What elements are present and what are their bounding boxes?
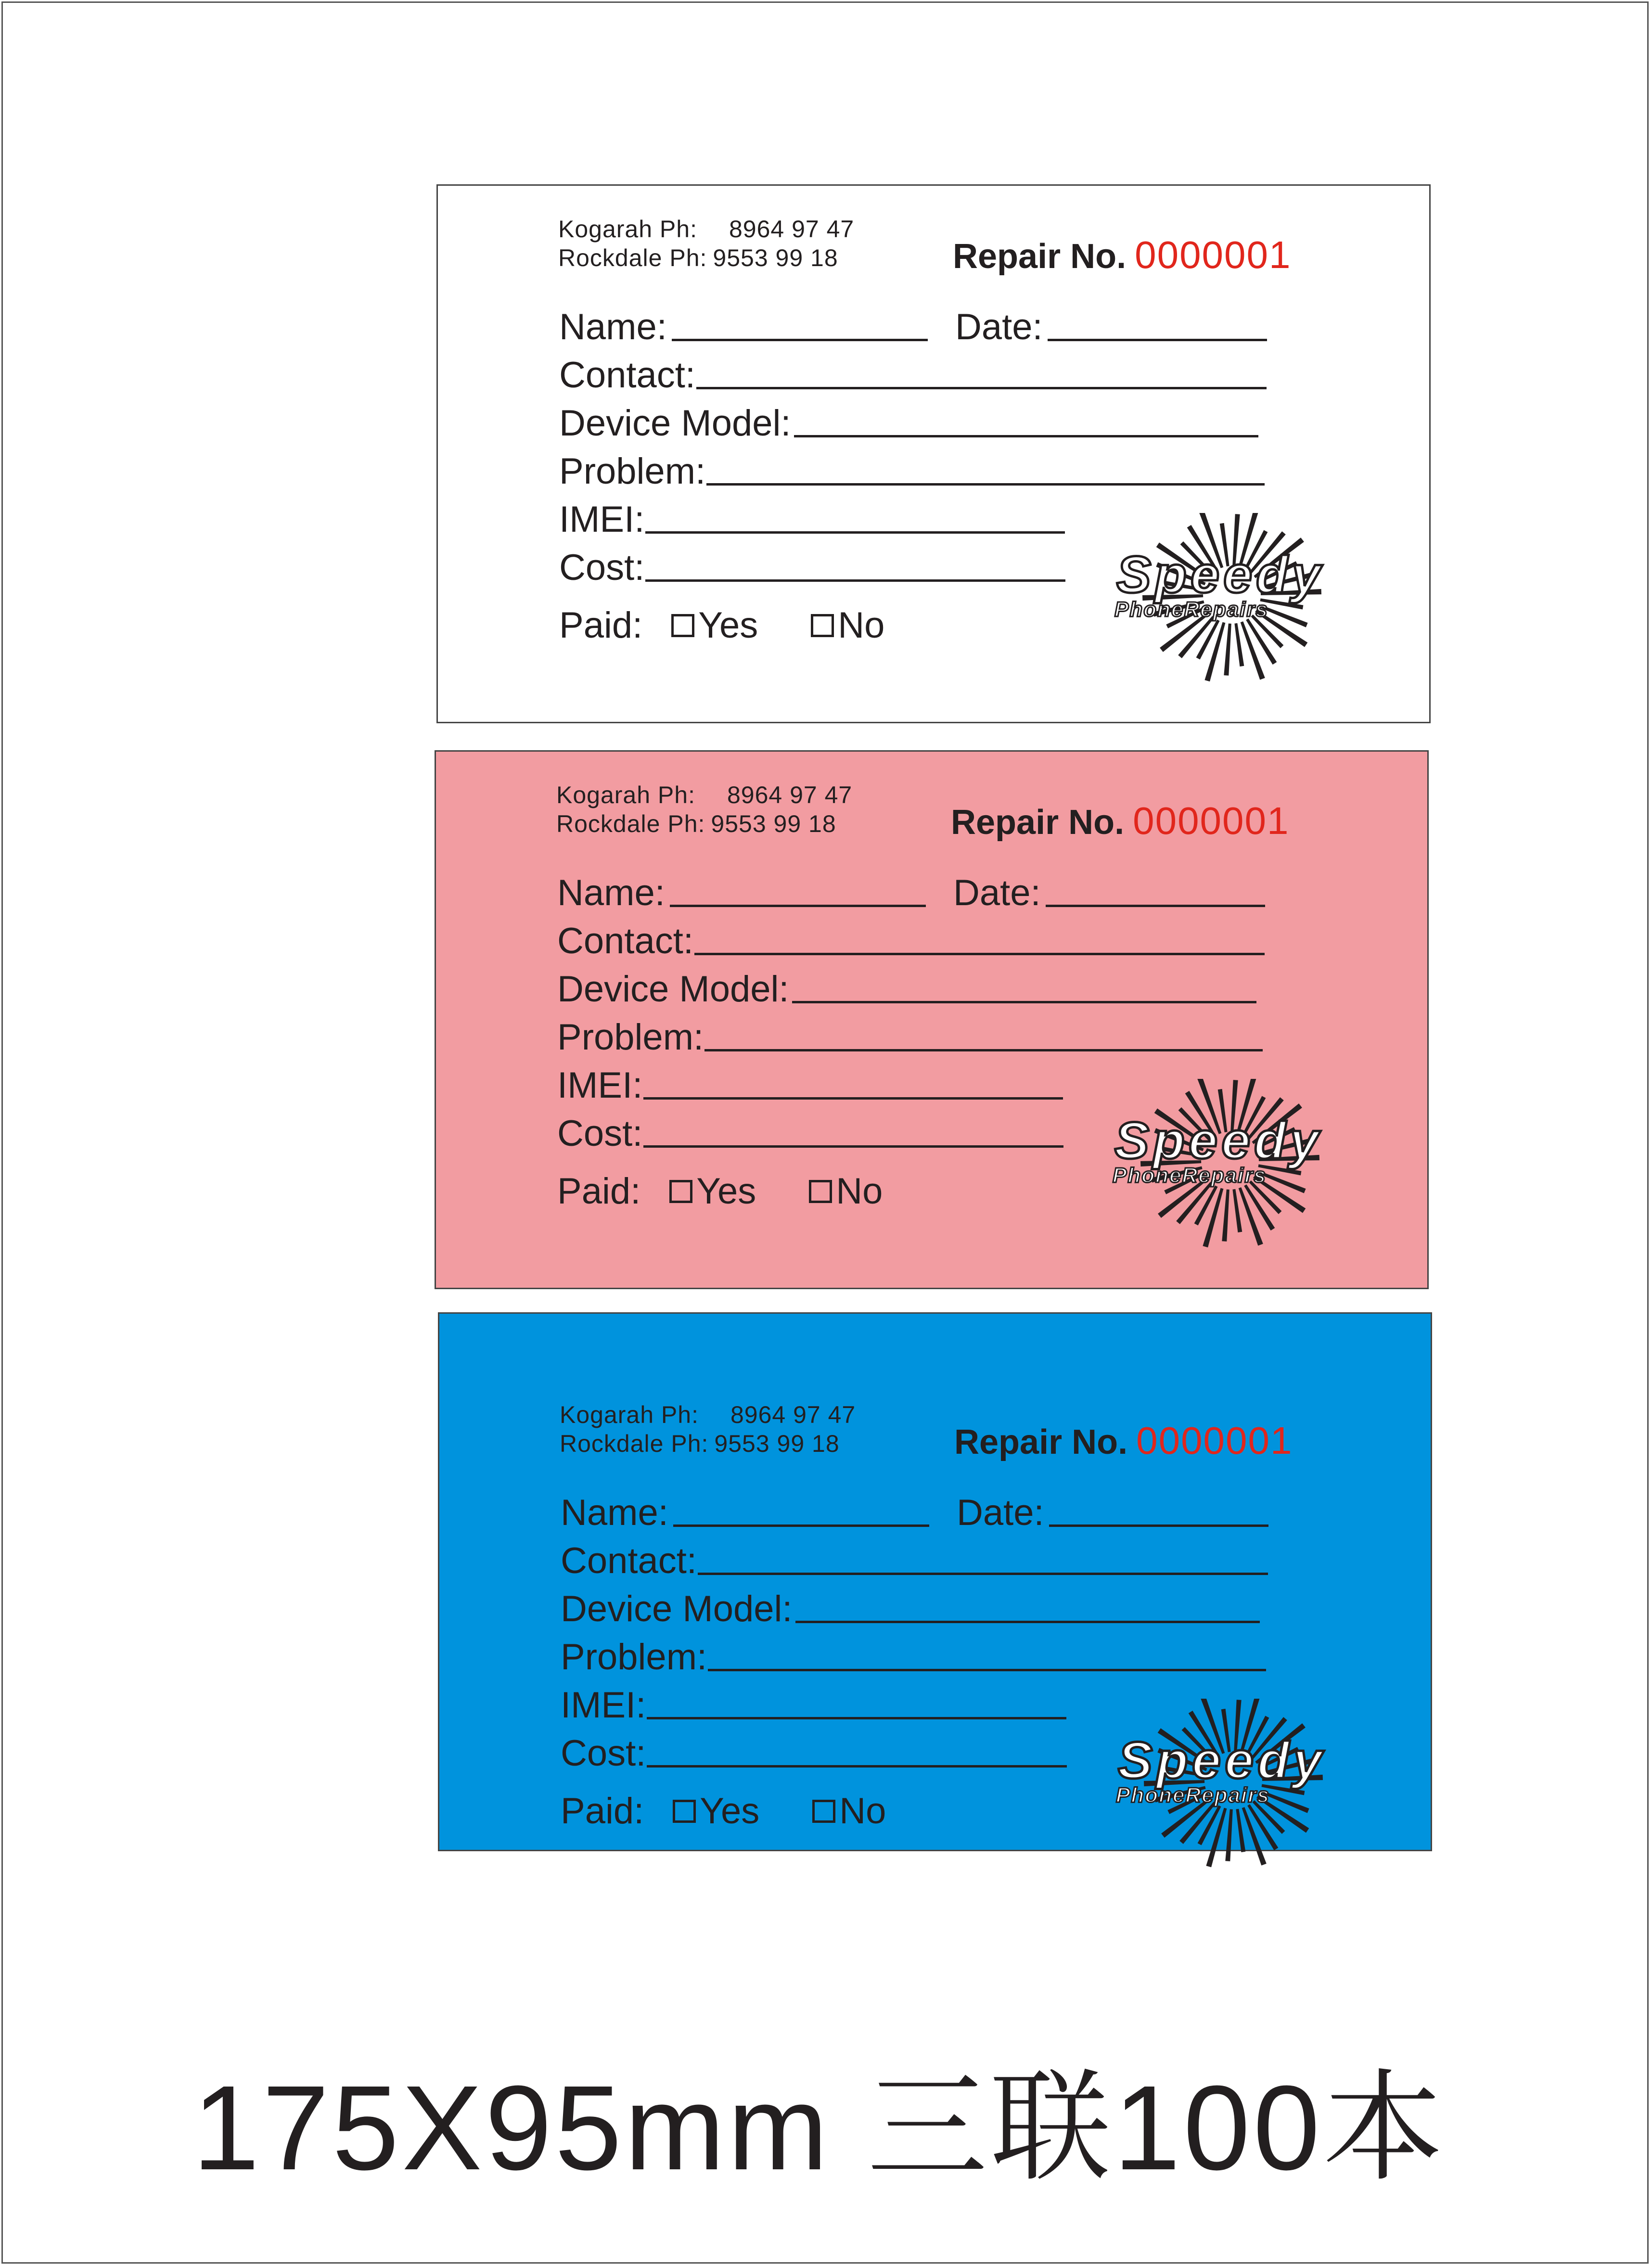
repair-number-block — [953, 233, 1292, 277]
paid-yes-label: Yes — [698, 605, 758, 646]
device-model-label: Device Model: — [557, 969, 789, 1010]
cost-label: Cost: — [561, 1733, 646, 1774]
repair-label: Repair No. — [951, 803, 1125, 842]
paid-label: Paid: — [557, 1171, 641, 1212]
rockdale-phone-label: Rockdale Ph: — [556, 810, 705, 837]
ticket-pink-copy — [435, 750, 1429, 1289]
problem-field[interactable] — [559, 449, 1265, 492]
paid-row — [559, 604, 884, 646]
speedy-phone-repairs-logo — [1105, 1079, 1374, 1252]
repair-number: 0000001 — [1133, 799, 1290, 842]
paid-yes-option[interactable] — [671, 604, 758, 646]
date-field[interactable] — [955, 305, 1267, 348]
ticket-white-copy — [436, 184, 1431, 723]
imei-field[interactable] — [561, 1683, 1066, 1726]
logo-phone-repairs-text: PhoneRepairs — [1113, 1164, 1267, 1187]
imei-label: IMEI: — [557, 1065, 643, 1106]
paid-yes-option[interactable] — [673, 1790, 759, 1832]
rockdale-phone-label: Rockdale Ph: — [560, 1430, 709, 1457]
rockdale-phone-label: Rockdale Ph: — [558, 244, 707, 271]
date-field[interactable] — [953, 871, 1265, 914]
imei-label: IMEI: — [559, 499, 645, 540]
date-label: Date: — [957, 1492, 1044, 1533]
device-model-label: Device Model: — [561, 1588, 793, 1629]
problem-field[interactable] — [557, 1015, 1263, 1058]
device-model-field[interactable] — [561, 1587, 1260, 1630]
repair-number-block — [954, 1419, 1293, 1463]
name-field[interactable] — [561, 1490, 929, 1534]
contact-line[interactable] — [694, 953, 1265, 955]
paid-row — [561, 1790, 886, 1832]
imei-line[interactable] — [647, 1717, 1066, 1719]
name-label: Name: — [559, 307, 667, 347]
kogarah-phone-label: Kogarah Ph: — [560, 1401, 699, 1428]
paid-no-option[interactable] — [812, 1790, 886, 1832]
contact-field[interactable] — [559, 353, 1267, 396]
speedy-phone-repairs-logo — [1107, 513, 1376, 686]
cost-field[interactable] — [559, 545, 1065, 589]
paid-row — [557, 1170, 883, 1212]
device-model-label: Device Model: — [559, 403, 791, 444]
name-label: Name: — [561, 1492, 668, 1533]
cost-label: Cost: — [559, 547, 645, 588]
repair-number-block — [951, 799, 1290, 843]
contact-line[interactable] — [696, 387, 1267, 389]
device-model-line[interactable] — [794, 435, 1258, 437]
branch-phones — [558, 215, 854, 272]
speedy-phone-repairs-logo — [1108, 1699, 1378, 1872]
contact-field[interactable] — [561, 1538, 1268, 1582]
date-label: Date: — [953, 872, 1041, 913]
name-field[interactable] — [559, 305, 928, 348]
cost-label: Cost: — [557, 1113, 643, 1154]
kogarah-phone-label: Kogarah Ph: — [556, 781, 695, 808]
date-line[interactable] — [1046, 905, 1265, 907]
name-line[interactable] — [670, 905, 926, 907]
contact-label: Contact: — [561, 1540, 697, 1581]
paid-no-label: No — [839, 1791, 886, 1832]
repair-number: 0000001 — [1135, 233, 1292, 276]
problem-label: Problem: — [561, 1637, 707, 1678]
contact-field[interactable] — [557, 919, 1265, 962]
branch-phones — [556, 781, 852, 838]
imei-line[interactable] — [645, 531, 1065, 534]
device-model-line[interactable] — [792, 1001, 1256, 1003]
paid-label: Paid: — [561, 1791, 644, 1832]
name-field[interactable] — [557, 871, 926, 914]
problem-field[interactable] — [561, 1635, 1266, 1678]
cost-line[interactable] — [647, 1765, 1067, 1767]
rockdale-phone-number: 9553 99 18 — [714, 1430, 840, 1457]
logo-burst-icon — [1108, 1699, 1378, 1872]
rockdale-phone-number: 9553 99 18 — [711, 810, 836, 837]
paid-yes-checkbox[interactable] — [669, 1180, 692, 1203]
problem-line[interactable] — [706, 483, 1265, 486]
imei-label: IMEI: — [561, 1685, 646, 1726]
device-model-field[interactable] — [559, 401, 1258, 444]
branch-phones — [560, 1400, 856, 1458]
paid-no-label: No — [836, 1171, 883, 1212]
date-line[interactable] — [1048, 339, 1267, 341]
paid-yes-label: Yes — [700, 1791, 760, 1832]
ticket-blue-copy — [438, 1312, 1432, 1851]
rockdale-phone-number: 9553 99 18 — [713, 244, 838, 271]
imei-field[interactable] — [557, 1063, 1063, 1106]
date-field[interactable] — [957, 1490, 1268, 1534]
problem-label: Problem: — [557, 1017, 704, 1058]
paid-no-checkbox[interactable] — [811, 614, 834, 637]
logo-speedy-text: Speedy — [1116, 545, 1325, 603]
paid-yes-option[interactable] — [669, 1170, 756, 1212]
problem-line[interactable] — [708, 1669, 1266, 1671]
problem-label: Problem: — [559, 451, 706, 492]
paid-no-checkbox[interactable] — [809, 1180, 832, 1203]
size-caption: 175X95mm 三联100本 — [192, 2061, 1447, 2195]
paid-yes-label: Yes — [696, 1171, 756, 1212]
paid-label: Paid: — [559, 605, 643, 646]
kogarah-phone-label: Kogarah Ph: — [558, 216, 697, 243]
name-line[interactable] — [672, 339, 928, 341]
name-label: Name: — [557, 872, 665, 913]
paid-no-option[interactable] — [811, 604, 884, 646]
imei-field[interactable] — [559, 497, 1065, 540]
logo-speedy-text: Speedy — [1118, 1731, 1326, 1789]
contact-label: Contact: — [557, 921, 694, 961]
date-line[interactable] — [1049, 1524, 1268, 1527]
paid-no-option[interactable] — [809, 1170, 883, 1212]
name-line[interactable] — [673, 1524, 929, 1527]
cost-line[interactable] — [643, 1145, 1063, 1148]
logo-phone-repairs-text: PhoneRepairs — [1114, 598, 1268, 621]
logo-burst-icon — [1105, 1079, 1374, 1252]
problem-line[interactable] — [704, 1049, 1263, 1051]
repair-label: Repair No. — [953, 237, 1127, 276]
imei-line[interactable] — [643, 1097, 1063, 1100]
device-model-line[interactable] — [795, 1621, 1260, 1623]
cost-field[interactable] — [557, 1111, 1063, 1154]
cost-line[interactable] — [645, 579, 1065, 582]
paid-no-label: No — [838, 605, 885, 646]
contact-line[interactable] — [698, 1573, 1268, 1575]
device-model-field[interactable] — [557, 967, 1256, 1010]
date-label: Date: — [955, 307, 1043, 347]
kogarah-phone-number: 8964 97 47 — [729, 216, 855, 243]
cost-field[interactable] — [561, 1731, 1067, 1774]
paid-no-checkbox[interactable] — [812, 1800, 835, 1823]
paid-yes-checkbox[interactable] — [671, 614, 694, 637]
repair-number: 0000001 — [1136, 1419, 1293, 1462]
logo-burst-icon — [1107, 513, 1376, 686]
repair-label: Repair No. — [954, 1423, 1128, 1461]
logo-phone-repairs-text: PhoneRepairs — [1116, 1783, 1270, 1807]
paid-yes-checkbox[interactable] — [673, 1800, 696, 1823]
kogarah-phone-number: 8964 97 47 — [730, 1401, 856, 1428]
kogarah-phone-number: 8964 97 47 — [727, 781, 853, 808]
contact-label: Contact: — [559, 355, 696, 396]
logo-speedy-text: Speedy — [1114, 1111, 1323, 1169]
